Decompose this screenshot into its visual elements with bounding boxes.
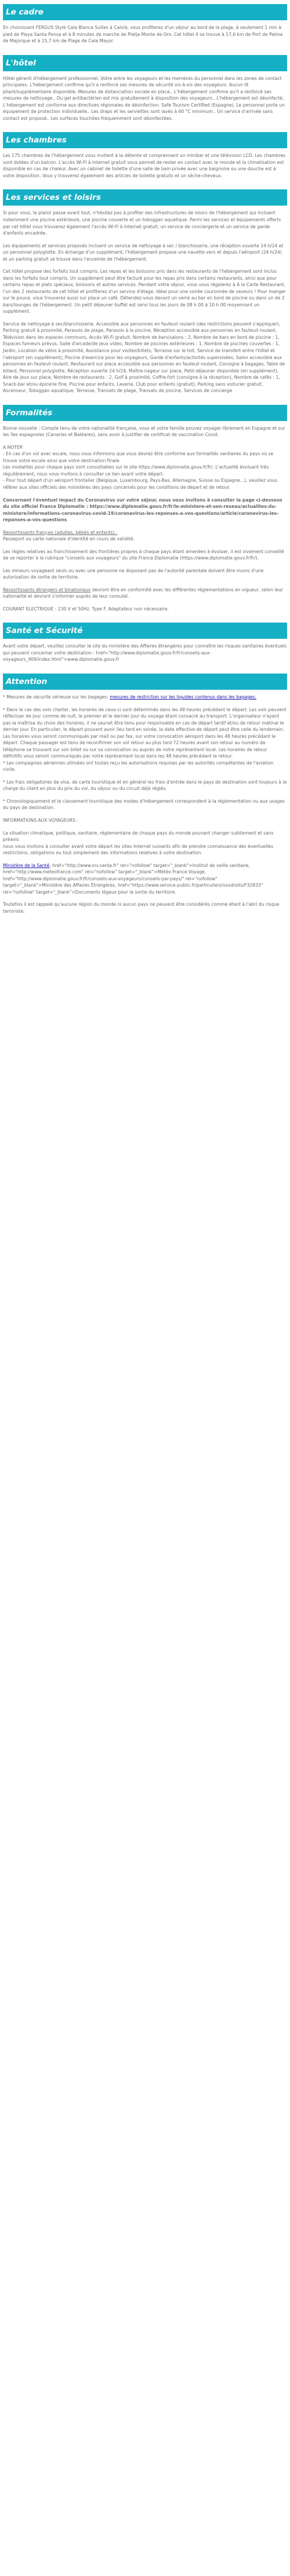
section-header-cadre: Le cadre [3, 4, 287, 20]
ministere-sante-link[interactable]: Ministère de la Santé [3, 862, 50, 868]
section-header-services: Les services et loisirs [3, 189, 287, 206]
services-paragraph: Les équipements et services proposés incluent un service de nettoyage à sec / blanchisserie, une réception ouverte 24 h/24 et un personnel polyglotte. En échange d'un supplément, l'hébergement propose une navette vers et depuis l'aéroport (24 h/24) et un parking gratuit se trouve dans l'enceinte de l'hébergement. [3, 243, 284, 262]
attention-classification: * Chronologiquement et le classement touristique des modes d'hébergement correspondent à la réglementation ou aux usages du pays de destination. [3, 798, 285, 811]
formalites-coronavirus: Concernant l'éventuel impact du Coronavirus sur votre séjour, nous vous invitons à consulter la page ci-dessous du site officiel France Diplomatie : https://www.diplomatie.gouv.fr/fr/le-ministere-et-son-reseau/actualites-du-ministere/informations-coronavirus-covid-19/coronavirus-les-reponses-a-vos-questions/article/coronavirus-les-reponses-a-vos-questions [3, 497, 282, 523]
formalites-french-nationals-title: Ressortissants français (adultes, bébés et enfants) : [3, 529, 118, 535]
sante-paragraph: Avant votre départ, veuillez consulter le site du ministère des Affaires étrangères pour connaître les risques sanitaires éventuels qui peuvent concerner votre destination : href="http://www.diplomatie.gouv.fr/fr/conseils-aux-voyageurs_909/index.html">www.diplomatie.gouv.fr [3, 643, 287, 663]
hotel-paragraph: Hôtel géranti d'hébergement professionnel. Votre entre les voyageurs et les membres du personnel dans les zones de contact principales. L'hébergement confirme qu'il a renforcé ses mesures de sécurité vis-à-vis des voyageurs. Aucun lit pliant/supplémentaire disponible. Mesures de distanciation sociale en place.. L'hébergement confirme qu'il a renforcé ses mesures de nettoyage.. Du gel antibactérien est mis gratuitement à disposition des voyageurs.. L'hébergement est désinfecté.. L'hébergement est conforme aux directives régionales de désinfection. Safe Tourism Certified (Espagne). Le personnel porte un équipement de protection individuelle.. Les draps et les serviettes sont lavés à 60 °C minimum.. Un service d'arrivée sans contact est proposé.. Les surfaces touchées fréquemment sont désinfectées. [3, 75, 285, 121]
section-body-cadre [3, 24, 287, 45]
section-body-hotel [3, 75, 287, 122]
section-body-chambres [3, 152, 287, 179]
section-body-sante [3, 643, 287, 663]
cadre-paragraph: En choisissant FERGUS Style Cala Blanca Suites à Calvià, vous profiterez d'un séjour au bord de la plage, à seulement 1 min à pied de Playa Santa Ponsa et à 8 minutes de marche de Platja Monte de Oro. Cet hôtel 4 se trouve à 17,6 km de Port de Palma de Majorque et à 15,7 km de Plage de Cala Mayor. [3, 25, 283, 44]
services-paragraph: Cet hôtel propose des forfaits tout compris. Les repas et les boissons pris dans les restaurants de l'hébergement sont inclus dans les forfaits tout compris. Un supplément peut être facturé pour les repas pris dans certains restaurants, ainsi que pour certains repas et plats spéciaux, boissons et autres services. Pendant votre séjour, vous vous régalerez à A la Carte Restaurant, l'un des 2 restaurants de cet hôtel et profiterez d'un service d'étage. Idéal pour une soirée couronnée de saveurs ! Pour manger sur le pouce, vous trouverez aussi sur place un café. Détendez-vous devant un verre au bar en bord de piscine ou dans un de 2 bars/lounges de l'hébergement. Un petit déjeuner buffet est servi tous les jours de 08 h 00 à 10 h 00 moyennant un supplément. [3, 269, 286, 314]
formalites-foreign-nationals-title: Ressortissants étrangers et binationaux [3, 587, 91, 592]
section-header-formalites: Formalités [3, 405, 287, 421]
attention-terrorism: Toutefois il est rappelé qu'aucune région du monde ni aucun pays ne peuvent être considérés comme étant à l'abri du risque terroriste. [3, 902, 280, 914]
services-paragraph: Si pour vous, le plaisir passe avant tout, n'hésitez pas à profiter des infrastructures de loisirs de l'hébergement qui incluent notamment une piscine extérieure, une piscine couverte et un toboggan aquatique. Parmi les services et équipements offerts par cet hôtel vous trouverez également l'accès Wi-Fi à Internet gratuit, un service de conciergerie et un service de garde d'enfants encadrée. [3, 210, 281, 236]
formalites-border-rules: Les règles relatives au franchissement des frontières propres à chaque pays étant amenées à évoluer, il est vivement conseillé de se reporter à la rubrique "conseils aux voyageurs" du site France Diplomatie (https://www.diplomatie.gouv.fr/fr/). [3, 548, 284, 561]
attention-links [3, 862, 287, 896]
formalites-note: A NOTER - En cas d'un vol avec escale, nous vous informons que vous devrez être conforme aux formalités sanitaires du pays où se trouve votre escale ainsi que votre destination finale. Les modalités pour chaque pays sont consultables sur le site https://www.diplomatie.gouv.fr/fr/. L'actualité évoluant très régulièrement, nous vous invitons à consulter ce lien avant votre départ. - Pour tout départ d'un aéroport frontalier (Belgique, Luxembourg, Pays-Bas, Allemagne, Suisse ou Espagne...), veuillez vous référer aux sites officiels des ministères des pays concernés pour les conditions de départ et de retour. [3, 444, 278, 490]
section-body-attention [3, 694, 287, 914]
formalites-good-news: Bonne nouvelle : Compte tenu de votre nationalité française, vous et votre famille pouvez voyager librement en Espagne et sur les îles espagnoles (Canaries et Baléares), sans avoir à justifier de certificat de vaccination Covid. [3, 425, 285, 438]
attention-charter: * Dans le cas des vols charter, les horaires de ceux-ci sont déterminés dans les 48 heures précédant le départ. Les vols peuvent réflectuer de jour comme de nuit, le premier et le dernier jour du voyage étant consacré au transport. L'organisateur n'ayant pas la maîtrise du choix des horaires, il ne saurait être tenu pour responsable en cas de départ tardif et/ou de retour matinal le dernier jour. En particulier, le départ pouvant avoir lieu tard en soirée, la date effective de départ peut être celle du lendemain. Les horaires vous seront communiqués par mail ou par fax, sur votre convocation aéroport dans les 48 heures précédant le départ. Chaque passager est tenu de reconfirmer son vol retour au plus tard 72 heures avant son retour au numéro de téléphone se trouvant sur son billet ou sur sa convocation ou auprès de notre représentant local. Les horaires de retour définitifs vous seront communiqués par notre représentant local dans les 48 heures précédant le retour. * Les compagnies aériennes utilisées ont toutes reçu les autorisations requises par les autorités compétentes de l'aviation civile. [3, 707, 287, 773]
formalites-french-nationals [3, 529, 287, 543]
chambres-paragraph: Les 175 chambres de l'hébergement vous invitent à la détente et comprennent un minibar et une télévision LCD. Les chambres sont dotées d'un balcon. L'accès Wi-Fi à Internet gratuit vous permet de rester en contact avec le monde et la climatisation est disponible en cas de chaleur. Avec un cabinet de toilette d'une salle de bain privée avec une baignoire ou une douche est à votre disposition. Vous y trouverez également des articles de toilette gratuits et un sèche-cheveux. [3, 153, 285, 178]
formalites-french-nationals-body: Passeport ou carte nationale d'identité en cours de validité. [3, 536, 135, 542]
section-body-formalites [3, 425, 287, 613]
section-header-attention: Attention [3, 674, 287, 690]
section-header-sante: Santé et Sécurité [3, 623, 287, 639]
attention-baggage [3, 694, 287, 701]
attention-info-heading: INFORMATIONS AUX VOYAGEURS : [3, 817, 78, 823]
section-header-chambres: Les chambres [3, 132, 287, 148]
services-paragraph: Service de nettoyage à sec/blanchisserie, Accessible aux personnes en fauteuil roulant (des restrictions peuvent s'appliquer), Parking gratuit à proximité, Parasols de plage, Parasols à la piscine, Réception accessible aux personnes en fauteuil roulant, Télévision dans les espaces communs, Accès Wi-Fi gratuit, Nombre de bars/salons : 2, Nombre de bars en bord de piscine : 1, Espaces fumeurs prévus, Salle d'arcade/de jeux vidéo, Nombre de piscines extérieures : 1, Nombre de piscines couvertes : 1, Jardin, Location de vélos à proximité, Assistance pour visites/billets, Terrasse sur le toit, Service de transfert entre l'hôtel et l'aéroport (en supplément), Piscine d'exercice pour les voyageurs, Garde d'enfants/activités supervisées, Salon accessible aux personnes en fauteuil roulant, Restaurant sur place accessible aux personnes en fauteuil roulant, Consigne à bagages, Table de billard, Personnel polyglotte, Réception ouverte 24 h/24, Maître-nageur sur place, Petit-déjeuner disponible (en supplément), Aire de jeux sur place, Nombre de restaurants : 2, Golf à proximité, Coffre-fort (consigne à la réception), Nombre de cafés : 1, Snack-bar et/ou épicerie fine, Piscine pour enfants, Laverie, Club pour enfants (gratuit), Parking sans voiturier gratuit, Ascenseur, Toboggan aquatique, Terrasse, Transats de plage, Transats de piscine, Services de concierge [3, 321, 285, 394]
page [0, 0, 290, 931]
section-body-services [3, 210, 287, 394]
attention-situation: La situation climatique, politique, sanitaire, réglementaire de chaque pays du monde pouvant changer subitement et sans préavis nous vous invitons à consulter avant votre départ les sites Internet suivants afin de prendre connaissance des éventuelles restrictions, obligations ou tout simplement des informations relatives à votre destination. [3, 830, 274, 856]
attention-visa-fees: * Les frais obligatoires de visa, de carte touristique et en général les frais d'entrée dans le pays de destination sont toujours à la charge du client en plus du prix du vol, du séjour ou du circuit déjà réglés. [3, 779, 287, 792]
attention-links-text: , href="http://www.inv.santa.fr" rel="nofollow" target="_blank">Institut de veille sanitaire, href="http://www.meteofrance.com" rel="nofollow" target="_blank">Météo France Voyage, href="http://www.diplomatie.gouv.fr/fr/conseils-aux-voyageurs/conseils-par-pays/" rel="nofollow" target="_blank">Ministère des Affaires Étrangères, href="https://www.service-public.fr/particuliers/vosdroits/F32833" rel="nofollow" target="_blank">Documents légaux pour la sortie du territoire. [3, 862, 263, 895]
formalites-foreign-nationals [3, 587, 287, 600]
baggage-restriction-link[interactable]: mesures de restriction sur les liquides contenus dans les bagages. [110, 694, 257, 700]
section-header-hotel: L'hôtel [3, 55, 287, 71]
formalites-foreign-nationals-body: devront être en conformité avec les différentes réglementations en vigueur, selon leur nationalité et devront s'informer auprès de leur consulat. [3, 587, 284, 599]
formalites-minors: Les mineurs voyageant seuls ou avec une personne ne disposant pas de l'autorité parentale doivent être munis d'une autorisation de sortie de territoire. [3, 568, 264, 580]
formalites-electric: COURANT ELECTRIQUE : 230 V et 50Hz. Type F. Adaptateur non nécessaire. [3, 606, 169, 612]
attention-baggage-text: * Mesures de sécurité sérieuse sur les bagages: [3, 694, 110, 700]
